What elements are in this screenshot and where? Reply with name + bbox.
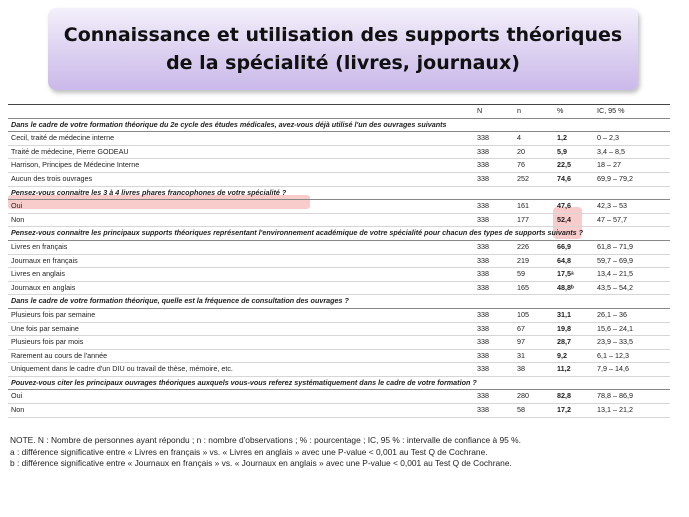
- row-percent: 9,2: [554, 349, 594, 363]
- row-percent: 1,2: [554, 132, 594, 146]
- table-row: [8, 281, 670, 295]
- table-row: [8, 159, 670, 173]
- row-n: 59: [514, 268, 554, 282]
- row-label: Non: [8, 404, 474, 418]
- row-label: Traité de médecine, Pierre GODEAU: [8, 145, 474, 159]
- row-ic: 3,4 – 8,5: [594, 145, 670, 159]
- row-label: Aucun des trois ouvrages: [8, 172, 474, 186]
- row-N: 338: [474, 322, 514, 336]
- row-ic: 18 – 27: [594, 159, 670, 173]
- header-ic: IC, 95 %: [594, 105, 670, 119]
- row-n: 4: [514, 132, 554, 146]
- row-N: 338: [474, 172, 514, 186]
- row-N: 338: [474, 254, 514, 268]
- row-n: 226: [514, 240, 554, 254]
- row-label: Rarement au cours de l'année: [8, 349, 474, 363]
- row-ic: 42,3 – 53: [594, 200, 670, 214]
- row-N: 338: [474, 336, 514, 350]
- table-row: [8, 240, 670, 254]
- row-label: Oui: [8, 200, 474, 214]
- section-question: Pensez-vous connaitre les 3 à 4 livres phares francophones de votre spécialité ?: [8, 186, 670, 200]
- row-n: 31: [514, 349, 554, 363]
- row-ic: 47 – 57,7: [594, 213, 670, 227]
- section-question-row: [8, 295, 670, 309]
- results-table-wrapper: [8, 104, 670, 418]
- row-ic: 15,6 – 24,1: [594, 322, 670, 336]
- row-percent: 82,8: [554, 390, 594, 404]
- row-percent: 28,7: [554, 336, 594, 350]
- section-question: Pensez-vous connaitre les principaux supports théoriques représentant l'environnement académique de votre spécialité pour chacun des types de supports suivants ?: [8, 227, 670, 241]
- row-percent: 52,4: [554, 213, 594, 227]
- row-percent: 31,1: [554, 308, 594, 322]
- section-question-row: [8, 376, 670, 390]
- note-line: NOTE. N : Nombre de personnes ayant répondu ; n : nombre d'observations ; % : pourcentage ; IC, 95 % : intervalle de confiance à 95 %.: [10, 435, 521, 445]
- row-N: 338: [474, 404, 514, 418]
- row-N: 338: [474, 213, 514, 227]
- row-percent: 11,2: [554, 363, 594, 377]
- row-percent: 22,5: [554, 159, 594, 173]
- row-label: Journaux en français: [8, 254, 474, 268]
- row-n: 105: [514, 308, 554, 322]
- row-ic: 78,8 – 86,9: [594, 390, 670, 404]
- section-question: Pouvez-vous citer les principaux ouvrages théoriques auxquels vous-vous referez systématiquement dans le cadre de votre formation ?: [8, 376, 670, 390]
- row-label: Une fois par semaine: [8, 322, 474, 336]
- results-table: [8, 104, 670, 418]
- row-ic: 7,9 – 14,6: [594, 363, 670, 377]
- row-N: 338: [474, 281, 514, 295]
- row-label: Journaux en anglais: [8, 281, 474, 295]
- row-label: Harrison, Principes de Médecine Interne: [8, 159, 474, 173]
- row-n: 97: [514, 336, 554, 350]
- note-line: a : différence significative entre « Livres en français » vs. « Livres en anglais » avec une P-value < 0,001 au Test Q de Cochrane.: [10, 446, 488, 457]
- row-ic: 61,8 – 71,9: [594, 240, 670, 254]
- table-row: [8, 308, 670, 322]
- table-row: [8, 336, 670, 350]
- row-percent: 74,6: [554, 172, 594, 186]
- row-percent: 17,5ᵃ: [554, 268, 594, 282]
- table-header-row: [8, 105, 670, 119]
- slide-title-box: [48, 8, 638, 90]
- table-row: [8, 349, 670, 363]
- row-label: Plusieurs fois par semaine: [8, 308, 474, 322]
- row-N: 338: [474, 268, 514, 282]
- row-ic: 26,1 – 36: [594, 308, 670, 322]
- row-label: Livres en français: [8, 240, 474, 254]
- row-percent: 19,8: [554, 322, 594, 336]
- table-notes: [10, 435, 670, 470]
- row-label: Non: [8, 213, 474, 227]
- row-N: 338: [474, 159, 514, 173]
- row-ic: 13,4 – 21,5: [594, 268, 670, 282]
- row-percent: 5,9: [554, 145, 594, 159]
- row-N: 338: [474, 308, 514, 322]
- table-row: [8, 254, 670, 268]
- header-percent: %: [554, 105, 594, 119]
- row-n: 280: [514, 390, 554, 404]
- section-question-row: [8, 118, 670, 132]
- row-ic: 6,1 – 12,3: [594, 349, 670, 363]
- row-percent: 17,2: [554, 404, 594, 418]
- row-label: Cecil, traité de médecine interne: [8, 132, 474, 146]
- row-ic: 69,9 – 79,2: [594, 172, 670, 186]
- table-row: [8, 390, 670, 404]
- table-row: [8, 322, 670, 336]
- row-N: 338: [474, 240, 514, 254]
- section-question: Dans le cadre de votre formation théorique, quelle est la fréquence de consultation des ouvrages ?: [8, 295, 670, 309]
- row-label: Oui: [8, 390, 474, 404]
- section-question: Dans le cadre de votre formation théorique du 2e cycle des études médicales, avez-vous déjà utilisé l'un des ouvrages suivants: [8, 118, 670, 132]
- row-percent: 66,9: [554, 240, 594, 254]
- table-row: [8, 132, 670, 146]
- table-row: [8, 268, 670, 282]
- row-N: 338: [474, 390, 514, 404]
- section-question-row: [8, 186, 670, 200]
- row-ic: 13,1 – 21,2: [594, 404, 670, 418]
- row-n: 58: [514, 404, 554, 418]
- row-n: 219: [514, 254, 554, 268]
- row-n: 165: [514, 281, 554, 295]
- header-N: N: [474, 105, 514, 119]
- row-ic: 59,7 – 69,9: [594, 254, 670, 268]
- row-ic: 0 – 2,3: [594, 132, 670, 146]
- row-n: 67: [514, 322, 554, 336]
- row-label: Uniquement dans le cadre d'un DIU ou travail de thèse, mémoire, etc.: [8, 363, 474, 377]
- row-n: 76: [514, 159, 554, 173]
- row-N: 338: [474, 363, 514, 377]
- header-label: [8, 105, 474, 119]
- table-row: [8, 200, 670, 214]
- table-row: [8, 172, 670, 186]
- section-question-row: [8, 227, 670, 241]
- slide-title: Connaissance et utilisation des supports théoriques de la spécialité (livres, journaux): [63, 24, 623, 74]
- row-N: 338: [474, 349, 514, 363]
- row-N: 338: [474, 145, 514, 159]
- table-row: [8, 404, 670, 418]
- row-n: 161: [514, 200, 554, 214]
- row-ic: 23,9 – 33,5: [594, 336, 670, 350]
- row-percent: 48,8ᵇ: [554, 281, 594, 295]
- table-row: [8, 145, 670, 159]
- row-label: Plusieurs fois par mois: [8, 336, 474, 350]
- row-percent: 64,8: [554, 254, 594, 268]
- header-n: n: [514, 105, 554, 119]
- row-label: Livres en anglais: [8, 268, 474, 282]
- row-n: 20: [514, 145, 554, 159]
- row-n: 38: [514, 363, 554, 377]
- note-line: b : différence significative entre « Journaux en français » vs. « Journaux en anglais » avec une P-value < 0,001 au Test Q de Cochrane.: [10, 458, 512, 468]
- row-n: 177: [514, 213, 554, 227]
- row-N: 338: [474, 200, 514, 214]
- row-n: 252: [514, 172, 554, 186]
- table-row: [8, 213, 670, 227]
- row-percent: 47,6: [554, 200, 594, 214]
- table-row: [8, 363, 670, 377]
- row-N: 338: [474, 132, 514, 146]
- row-ic: 43,5 – 54,2: [594, 281, 670, 295]
